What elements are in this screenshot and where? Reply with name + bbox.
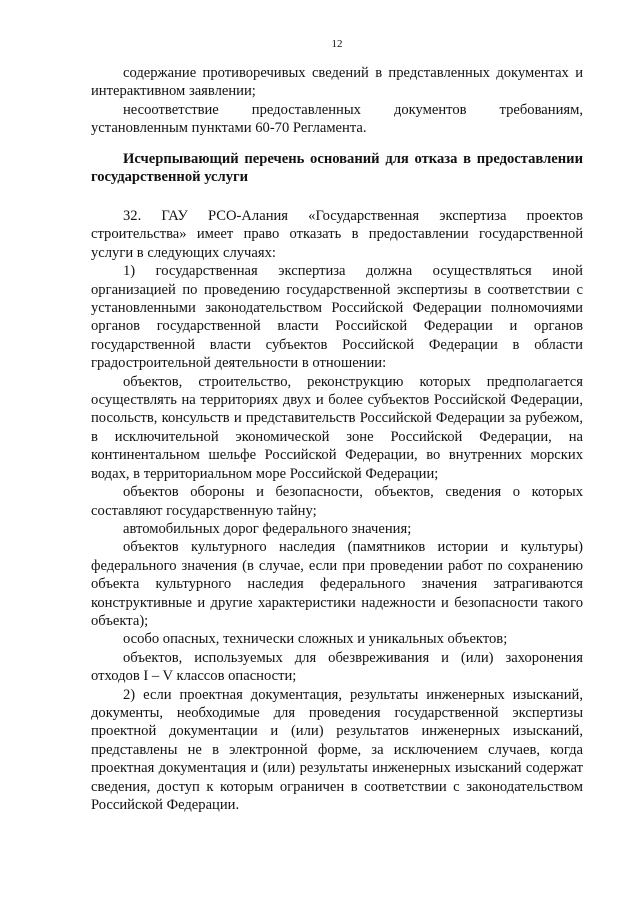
body-section xyxy=(91,207,583,814)
paragraph-subitem-cultural-heritage: объектов культурного наследия (памятников истории и культуры) федерального значения (в случае, если при проведении работ по сохранению объекта культурного наследия федерального значения затрагиваются конструктивные и другие характеристики надежности и безопасности такого объекта); xyxy=(91,539,583,629)
intro-section xyxy=(91,64,583,138)
paragraph-subitem-territories: объектов, строительство, реконструкцию которых предполагается осуществлять на территориях двух и более субъектов Российской Федерации, посольств, консульств и представительств Российской Федерации за рубежом, в исключительной экономической зоне Российской Федерации, на континентальном шельфе Российской Федерации, во внутренних морских водах, в территориальном море Российской Федерации; xyxy=(91,373,583,482)
paragraph-subitem-defense: объектов обороны и безопасности, объектов, сведения о которых составляют государственную тайну; xyxy=(91,484,583,519)
section-heading: Исчерпывающий перечень оснований для отказа в предоставлении государственной услуги xyxy=(91,151,583,186)
intro-paragraph-1: содержание противоречивых сведений в представленных документах и интерактивном заявлении; xyxy=(91,65,583,100)
paragraph-32: 32. ГАУ РСО-Алания «Государственная экспертиза проектов строительства» имеет право отказать в предоставлении государственной услуги в следующих случаях: xyxy=(91,208,583,261)
paragraph-item-1: 1) государственная экспертиза должна осуществляться иной организацией по проведению государственной экспертизы в соответствии с установленными законодательством Российской Федерации полномочиями органов государственной власти Российской Федерации и органов государственной власти субъектов Российской Федерации в области градостроительной деятельности в отношении: xyxy=(91,263,583,372)
paragraph-subitem-roads: автомобильных дорог федерального значения; xyxy=(123,520,412,537)
intro-paragraph-2: несоответствие предоставленных документов требованиям, установленным пунктами 60-70 Регламента. xyxy=(91,101,583,137)
page-number: 12 xyxy=(331,38,343,50)
paragraph-subitem-waste: объектов, используемых для обезвреживания и (или) захоронения отходов I – V классов опасности; xyxy=(91,649,583,685)
paragraph-subitem-hazardous: особо опасных, технически сложных и уникальных объектов; xyxy=(123,631,508,648)
paragraph-item-2: 2) если проектная документация, результаты инженерных изысканий, документы, необходимые для проведения государственной экспертизы проектной документации и (или) результатов инженерных изысканий, представлены не в электронной форме, за исключением случаев, когда проектная документация и (или) результаты инженерных изысканий содержат сведения, доступ к которым ограничен в соответствии с законодательством Российской Федерации. xyxy=(91,686,583,813)
section-heading-block xyxy=(91,150,583,187)
